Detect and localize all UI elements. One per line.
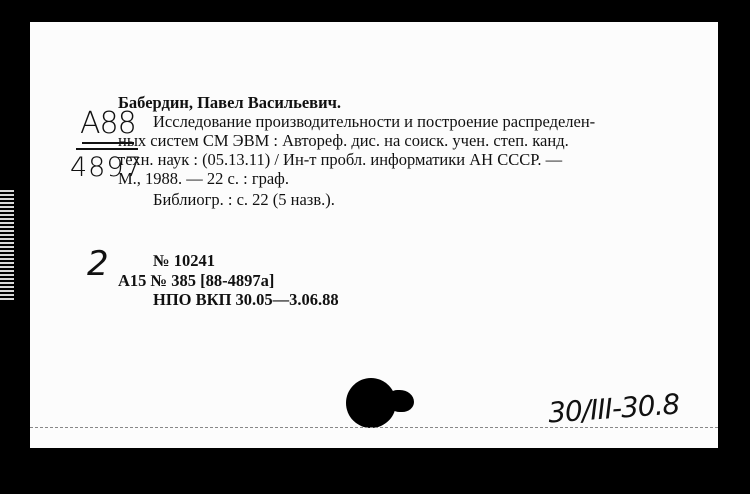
handwritten-shelfmark: A88	[80, 106, 136, 141]
publisher-line: НПО ВКП 30.05—3.06.88	[153, 290, 339, 309]
title-line: М., 1988. — 22 с. : граф.	[118, 169, 289, 188]
title-line: техн. наук : (05.13.11) / Ин-т пробл. информатики АН СССР. —	[118, 150, 563, 169]
accession-number: № 10241	[153, 251, 215, 270]
handwritten-number: 4897	[70, 152, 143, 183]
handwritten-copy-mark: 2	[87, 244, 109, 284]
bibliography-note: Библиогр. : с. 22 (5 назв.).	[153, 190, 335, 209]
author-name: Бабердин, Павел Васильевич.	[118, 93, 342, 112]
title-line: Исследование производительности и построение распределен-	[153, 112, 596, 131]
catalog-number: А15 № 385 [88-4897а]	[118, 271, 275, 290]
handwritten-signature: 30/III-30.8	[547, 387, 681, 430]
ink-blot-small	[388, 390, 414, 412]
card-bottom-line	[30, 427, 718, 428]
title-line: ных систем СМ ЭВМ : Автореф. дис. на соиск. учен. степ. канд.	[118, 131, 569, 150]
catalog-card	[30, 22, 718, 448]
scan-edge-noise	[0, 190, 14, 300]
